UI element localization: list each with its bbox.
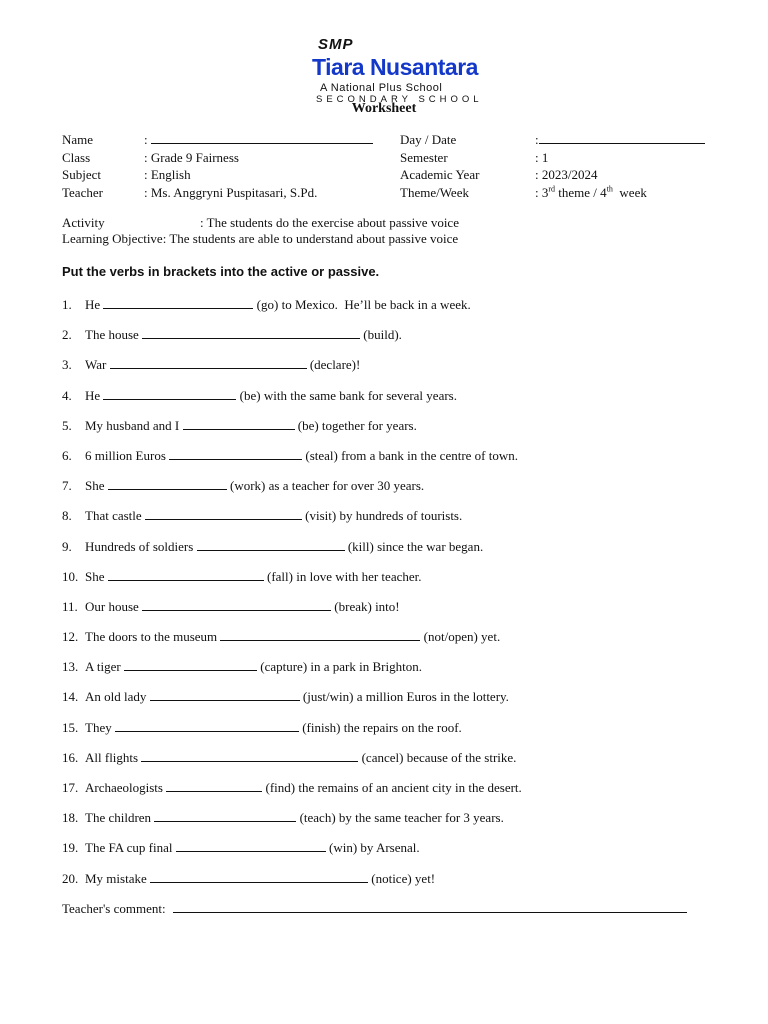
exercise-number: 3. bbox=[62, 357, 72, 373]
exercise-text-before: They bbox=[85, 719, 115, 735]
exercise-list bbox=[62, 297, 722, 901]
answer-blank[interactable] bbox=[150, 871, 368, 883]
exercise-number: 11. bbox=[62, 598, 78, 614]
theme-label: Theme/Week bbox=[400, 184, 469, 200]
exercise-item bbox=[62, 810, 722, 840]
class-value: : Grade 9 Fairness bbox=[144, 149, 239, 165]
exercise-text-before: The doors to the museum bbox=[85, 629, 221, 645]
semester-value: : 1 bbox=[535, 149, 549, 165]
page-title: Worksheet bbox=[351, 101, 417, 116]
exercise-text-before: She bbox=[85, 478, 108, 494]
answer-blank[interactable] bbox=[183, 418, 295, 430]
info-row-2 bbox=[62, 149, 722, 167]
subject-label: Subject bbox=[62, 167, 101, 182]
exercise-item bbox=[62, 840, 722, 870]
exercise-text-before: Hundreds of soldiers bbox=[85, 538, 197, 554]
learning-objective: Learning Objective: The students are able to understand about passive voice bbox=[62, 231, 459, 246]
exercise-text-after: (just/win) a million Euros in the lottery. bbox=[299, 689, 509, 705]
exercise-item bbox=[62, 418, 722, 448]
exercise-text-after: (cancel) because of the strike. bbox=[358, 749, 517, 765]
exercise-text-before: Our house bbox=[85, 598, 143, 614]
exercise-text-before: Archaeologists bbox=[85, 780, 167, 795]
exercise-item bbox=[62, 629, 722, 659]
exercise-number: 10. bbox=[62, 568, 79, 584]
exercise-number: 16. bbox=[62, 749, 79, 765]
exercise-text-before: The FA cup final bbox=[85, 840, 176, 856]
exercise-text-after: (notice) yet! bbox=[368, 870, 436, 886]
answer-blank[interactable] bbox=[103, 388, 236, 400]
exercise-text-before: She bbox=[85, 568, 108, 584]
day-field[interactable]: : bbox=[535, 131, 722, 149]
logo-smp: SMP bbox=[318, 36, 354, 53]
exercise-text-before: The children bbox=[85, 810, 155, 826]
exercise-item bbox=[62, 569, 722, 599]
exercise-text-before: An old lady bbox=[85, 689, 150, 705]
exercise-item bbox=[62, 871, 722, 901]
exercise-text-after: (go) to Mexico. He’ll be back in a week. bbox=[253, 297, 471, 312]
exercise-number: 4. bbox=[62, 387, 72, 403]
exercise-text-after: (kill) since the war began. bbox=[344, 538, 484, 554]
exercise-text-before: My husband and I bbox=[85, 417, 183, 433]
exercise-text-after: (finish) the repairs on the roof. bbox=[298, 719, 462, 735]
activity-text: : The students do the exercise about passive voice bbox=[200, 215, 459, 230]
exercise-item bbox=[62, 357, 722, 387]
exercise-text-after: (win) by Arsenal. bbox=[325, 840, 420, 856]
exercise-item bbox=[62, 297, 722, 327]
exercise-item bbox=[62, 539, 722, 569]
exercise-number: 13. bbox=[62, 659, 79, 675]
name-field[interactable]: : bbox=[144, 131, 400, 149]
exercise-item bbox=[62, 780, 722, 810]
exercise-text-before: War bbox=[85, 357, 110, 373]
exercise-text-after: (find) the remains of an ancient city in the desert. bbox=[262, 780, 522, 795]
exercise-text-after: (work) as a teacher for over 30 years. bbox=[226, 478, 425, 494]
name-label: Name bbox=[62, 132, 94, 147]
exercise-text-before: He bbox=[85, 387, 104, 403]
exercise-text-before: All flights bbox=[85, 749, 142, 765]
exercise-number: 8. bbox=[62, 508, 72, 524]
answer-blank[interactable] bbox=[150, 689, 300, 701]
exercise-number: 12. bbox=[62, 629, 79, 645]
exercise-text-after: (declare)! bbox=[306, 357, 361, 373]
exercise-text-before: That castle bbox=[85, 508, 145, 524]
exercise-text-before: A tiger bbox=[85, 659, 124, 675]
logo-tagline: A National Plus School bbox=[320, 82, 443, 94]
school-logo bbox=[300, 36, 500, 106]
answer-blank[interactable] bbox=[142, 327, 360, 339]
info-row-4 bbox=[62, 184, 722, 202]
info-row-1 bbox=[62, 131, 722, 149]
teacher-comment-label: Teacher's comment: bbox=[62, 901, 166, 916]
exercise-item bbox=[62, 508, 722, 538]
instruction: Put the verbs in brackets into the active or passive. bbox=[62, 264, 380, 279]
student-info bbox=[62, 131, 722, 201]
logo-school-name: Tiara Nusantara bbox=[312, 54, 478, 80]
exercise-text-after: (visit) by hundreds of tourists. bbox=[301, 508, 463, 524]
answer-blank[interactable] bbox=[166, 780, 262, 792]
exercise-number: 15. bbox=[62, 719, 79, 735]
activity-label: Activity bbox=[62, 215, 105, 230]
activity-line bbox=[62, 215, 459, 231]
answer-blank[interactable] bbox=[142, 599, 331, 611]
exercise-item bbox=[62, 327, 722, 357]
answer-blank[interactable] bbox=[169, 448, 302, 460]
exercise-number: 2. bbox=[62, 327, 72, 343]
activity-block bbox=[62, 215, 459, 247]
teacher-comment-line[interactable] bbox=[173, 901, 687, 913]
exercise-number: 5. bbox=[62, 417, 72, 433]
exercise-item bbox=[62, 659, 722, 689]
theme-value: : 3rd theme / 4th week bbox=[535, 184, 647, 200]
exercise-number: 17. bbox=[62, 780, 79, 795]
exercise-number: 14. bbox=[62, 689, 79, 705]
exercise-item bbox=[62, 448, 722, 478]
answer-blank[interactable] bbox=[145, 508, 302, 520]
exercise-text-after: (steal) from a bank in the centre of town. bbox=[302, 447, 519, 463]
answer-blank[interactable] bbox=[197, 539, 345, 551]
subject-value: : English bbox=[144, 167, 191, 182]
exercise-item bbox=[62, 750, 722, 780]
exercise-item bbox=[62, 599, 722, 629]
exercise-number: 19. bbox=[62, 840, 79, 856]
exercise-item bbox=[62, 478, 722, 508]
answer-blank[interactable] bbox=[141, 750, 358, 762]
exercise-text-before: 6 million Euros bbox=[85, 447, 170, 463]
exercise-text-after: (be) together for years. bbox=[294, 417, 417, 433]
academic-year-value: : 2023/2024 bbox=[535, 167, 598, 182]
exercise-text-after: (teach) by the same teacher for 3 years. bbox=[296, 810, 504, 826]
exercise-number: 18. bbox=[62, 810, 79, 826]
teacher-value: : Ms. Anggryni Puspitasari, S.Pd. bbox=[144, 184, 318, 200]
exercise-text-after: (be) with the same bank for several years. bbox=[236, 387, 457, 403]
answer-blank[interactable] bbox=[108, 569, 264, 581]
academic-year-label: Academic Year bbox=[400, 167, 480, 182]
exercise-number: 9. bbox=[62, 538, 72, 554]
semester-label: Semester bbox=[400, 149, 448, 165]
answer-blank[interactable] bbox=[110, 357, 307, 369]
exercise-item bbox=[62, 388, 722, 418]
exercise-text-before: He bbox=[85, 297, 104, 312]
exercise-number: 6. bbox=[62, 447, 72, 463]
answer-blank[interactable] bbox=[220, 629, 420, 641]
info-row-3 bbox=[62, 166, 722, 184]
exercise-text-before: My mistake bbox=[85, 870, 150, 886]
teacher-comment[interactable] bbox=[62, 901, 687, 917]
exercise-number: 20. bbox=[62, 870, 79, 886]
answer-blank[interactable] bbox=[154, 810, 296, 822]
answer-blank[interactable] bbox=[115, 720, 299, 732]
exercise-number: 1. bbox=[62, 297, 72, 312]
exercise-item bbox=[62, 689, 722, 719]
class-label: Class bbox=[62, 149, 91, 165]
exercise-number: 7. bbox=[62, 478, 72, 494]
exercise-text-after: (fall) in love with her teacher. bbox=[263, 568, 422, 584]
answer-blank[interactable] bbox=[108, 478, 227, 490]
answer-blank[interactable] bbox=[103, 297, 253, 309]
exercise-item bbox=[62, 720, 722, 750]
day-label: Day / Date bbox=[400, 132, 457, 147]
answer-blank[interactable] bbox=[124, 659, 257, 671]
logo-secondary: SECONDARY SCHOOL bbox=[316, 94, 483, 105]
exercise-text-after: (capture) in a park in Brighton. bbox=[257, 659, 422, 675]
exercise-text-after: (build). bbox=[360, 327, 402, 343]
exercise-text-after: (break) into! bbox=[331, 598, 400, 614]
exercise-text-after: (not/open) yet. bbox=[420, 629, 501, 645]
teacher-label: Teacher bbox=[62, 184, 103, 200]
answer-blank[interactable] bbox=[176, 840, 326, 852]
exercise-text-before: The house bbox=[85, 327, 143, 343]
